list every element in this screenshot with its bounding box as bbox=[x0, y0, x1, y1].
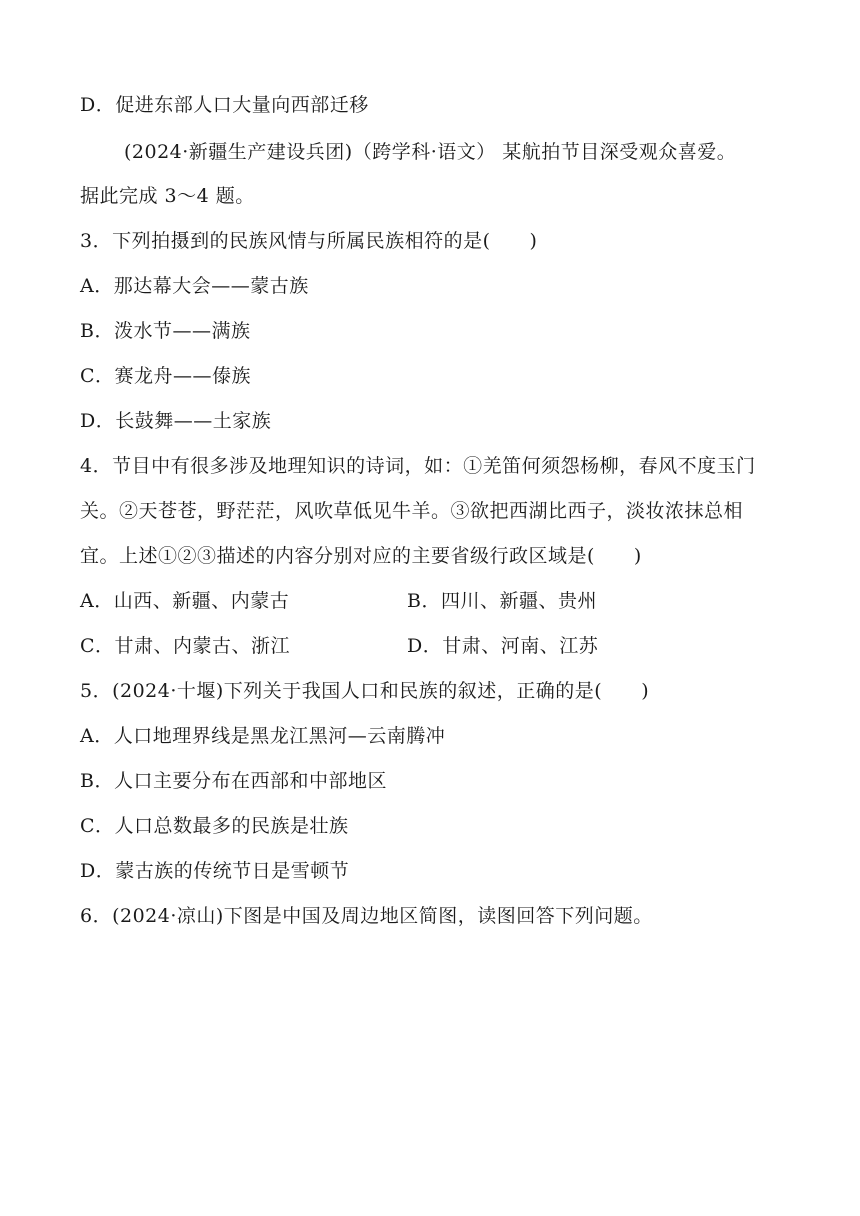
question-3-option-a: A．那达幕大会——蒙古族 bbox=[80, 275, 309, 297]
question-4-option-a: A．山西、新疆、内蒙古 bbox=[80, 590, 290, 612]
passage-intro-line-1: (2024·新疆生产建设兵团)（跨学科·语文） 某航拍节目深受观众喜爱。 bbox=[124, 141, 737, 163]
question-4-stem-line-3: 宜。上述①②③描述的内容分别对应的主要省级行政区域是( ) bbox=[80, 545, 642, 567]
question-4-stem-line-1: 4．节目中有很多涉及地理知识的诗词，如：①羌笛何须怨杨柳，春风不度玉门 bbox=[80, 455, 756, 477]
question-5-option-a: A．人口地理界线是黑龙江黑河—云南腾冲 bbox=[80, 725, 446, 747]
question-3-stem: 3．下列拍摄到的民族风情与所属民族相符的是( ) bbox=[80, 230, 538, 252]
question-3-option-d: D．长鼓舞——土家族 bbox=[80, 410, 272, 432]
question-6-stem: 6．(2024·凉山)下图是中国及周边地区简图，读图回答下列问题。 bbox=[80, 905, 653, 927]
question-5-option-c: C．人口总数最多的民族是壮族 bbox=[80, 815, 349, 837]
question-5-option-d: D．蒙古族的传统节日是雪顿节 bbox=[80, 860, 350, 882]
question-4-option-d: D．甘肃、河南、江苏 bbox=[407, 635, 599, 657]
previous-option-d: D．促进东部人口大量向西部迁移 bbox=[80, 94, 369, 116]
question-5-stem: 5．(2024·十堰)下列关于我国人口和民族的叙述，正确的是( ) bbox=[80, 680, 650, 702]
question-3-option-b: B．泼水节——满族 bbox=[80, 320, 251, 342]
passage-intro-line-2: 据此完成 3～4 题。 bbox=[80, 185, 255, 207]
question-3-option-c: C．赛龙舟——傣族 bbox=[80, 365, 252, 387]
question-5-option-b: B．人口主要分布在西部和中部地区 bbox=[80, 770, 387, 792]
question-4-option-c: C．甘肃、内蒙古、浙江 bbox=[80, 635, 291, 657]
question-4-stem-line-2: 关。②天苍苍，野茫茫，风吹草低见牛羊。③欲把西湖比西子，淡妆浓抹总相 bbox=[80, 500, 744, 522]
question-4-option-b: B．四川、新疆、贵州 bbox=[407, 590, 597, 612]
